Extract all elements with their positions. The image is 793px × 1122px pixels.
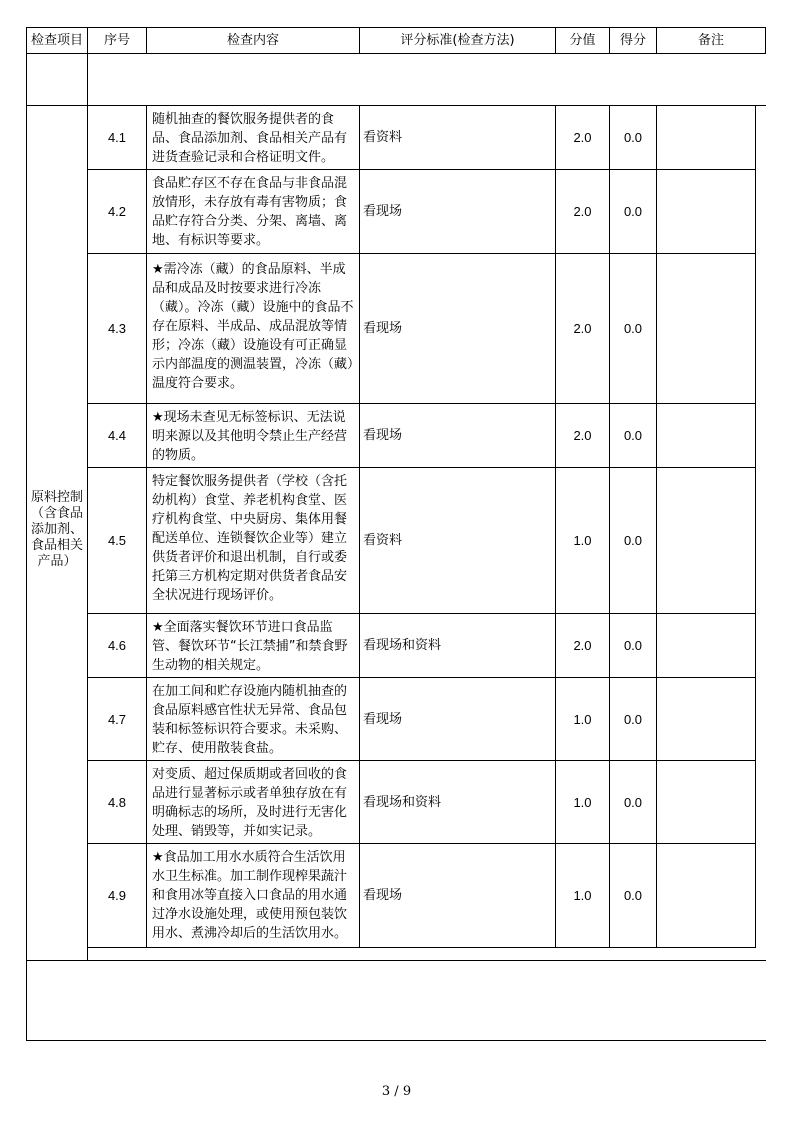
row-score: 0.0 — [623, 888, 643, 903]
row-seq: 4.2 — [107, 204, 127, 219]
row-value: 1.0 — [573, 888, 592, 903]
rule-right — [765, 27, 766, 54]
row-seq: 4.9 — [107, 888, 127, 903]
row-content: 对变质、超过保质期或者回收的食品进行显著标示或者单独存放在有明确标志的场所，及时进行无害化处理、销毁等，并如实记录。 — [152, 767, 348, 839]
row-score: 0.0 — [623, 711, 643, 727]
row-method: 看现场 — [363, 711, 403, 727]
header-standard: 评分标准(检查方法) — [400, 33, 515, 48]
page-number: 3 / 9 — [381, 1084, 412, 1099]
row-content: 特定餐饮服务提供者（学校（含托幼机构）食堂、养老机构食堂、医疗机构食堂、中央厨房、集体用餐配送单位、连锁餐饮企业等）建立供货者评价和退出机制，自行或委托第三方机构定期对供货者食品安全状况进行现场评价。 — [152, 474, 348, 603]
rule-left — [26, 27, 27, 1041]
row-method: 看现场和资料 — [363, 794, 442, 810]
row-seq: 4.5 — [107, 533, 127, 548]
row-score: 0.0 — [623, 204, 643, 219]
row-remark — [657, 404, 755, 467]
rule-col-end — [755, 105, 756, 948]
row-remark — [657, 254, 755, 403]
row-seq: 4.6 — [107, 638, 127, 653]
row-score: 0.0 — [623, 130, 643, 145]
rule-col-content — [146, 105, 147, 948]
row-remark — [657, 170, 755, 253]
row-value: 1.0 — [573, 711, 592, 727]
header-value: 分值 — [569, 33, 596, 48]
row-method: 看现场 — [363, 428, 403, 443]
row-value: 2.0 — [573, 204, 592, 219]
row-remark — [657, 468, 755, 613]
row-score: 0.0 — [623, 794, 643, 810]
row-seq: 4.1 — [107, 130, 127, 145]
header-remark: 备注 — [697, 33, 724, 48]
row-content: ★全面落实餐饮环节进口食品监管、餐饮环节“长江禁捕”和禁食野生动物的相关规定。 — [152, 620, 348, 673]
row-seq: 4.3 — [107, 321, 127, 336]
row-remark — [657, 761, 755, 843]
row-seq: 4.4 — [107, 428, 127, 443]
row-value: 1.0 — [573, 794, 592, 810]
rule-footer-bottom — [26, 1040, 766, 1041]
header-score: 得分 — [619, 33, 646, 48]
row-method: 看现场 — [363, 888, 403, 903]
rule-col-standard — [359, 105, 360, 948]
row-content: ★现场未查见无标签标识、无法说明来源以及其他明令禁止生产经营的物质。 — [152, 410, 348, 463]
row-content: ★需冷冻（藏）的食品原料、半成品和成品及时按要求进行冷冻（藏）。冷冻（藏）设施中的食品不存在原料、半成品、成品混放等情形；冷冻（藏）设施设有可正确显示内部温度的测温装置，冷冻（藏）温度符合要求。 — [152, 262, 354, 391]
row-score: 0.0 — [623, 533, 643, 548]
header-content: 检查内容 — [226, 33, 279, 48]
row-method: 看资料 — [363, 533, 403, 548]
row-value: 2.0 — [573, 321, 592, 336]
rule-header-bottom — [26, 53, 766, 54]
header-category: 检查项目 — [30, 33, 83, 48]
row-remark — [657, 614, 755, 677]
row-remark — [657, 678, 755, 760]
header-seq: 序号 — [103, 33, 130, 48]
row-content: ★食品加工用水水质符合生活饮用水卫生标准。加工制作现榨果蔬汁和食用冰等直接入口食品的用水通过净水设施处理，或使用预包装饮用水、煮沸冷却后的生活饮用水。 — [152, 850, 348, 941]
row-remark — [657, 106, 755, 169]
row-remark — [657, 844, 755, 947]
row-content: 随机抽查的餐饮服务提供者的食品、食品添加剂、食品相关产品有进货查验记录和合格证明文件。 — [152, 112, 348, 165]
row-value: 2.0 — [573, 428, 592, 443]
row-method: 看现场和资料 — [363, 638, 442, 653]
row-method: 看现场 — [363, 321, 403, 336]
row-content: 食品贮存区不存在食品与非食品混放情形，未存放有毒有害物质；食品贮存符合分类、分架、离墙、离地、有标识等要求。 — [152, 176, 348, 248]
row-value: 2.0 — [573, 638, 592, 653]
category-label: 原料控制（含食品添加剂、食品相关产品） — [30, 490, 83, 569]
row-score: 0.0 — [623, 321, 643, 336]
row-value: 1.0 — [573, 533, 592, 548]
row-method: 看现场 — [363, 204, 403, 219]
row-score: 0.0 — [623, 638, 643, 653]
row-value: 2.0 — [573, 130, 592, 145]
row-method: 看资料 — [363, 130, 403, 145]
row-content: 在加工间和贮存设施内随机抽查的食品原料感官性状无异常、食品包装和标签标识符合要求。未采购、贮存、使用散装食盐。 — [152, 684, 348, 756]
row-seq: 4.8 — [107, 794, 127, 810]
row-seq: 4.7 — [107, 711, 127, 727]
row-score: 0.0 — [623, 428, 643, 443]
rule-table-bottom — [26, 960, 766, 961]
